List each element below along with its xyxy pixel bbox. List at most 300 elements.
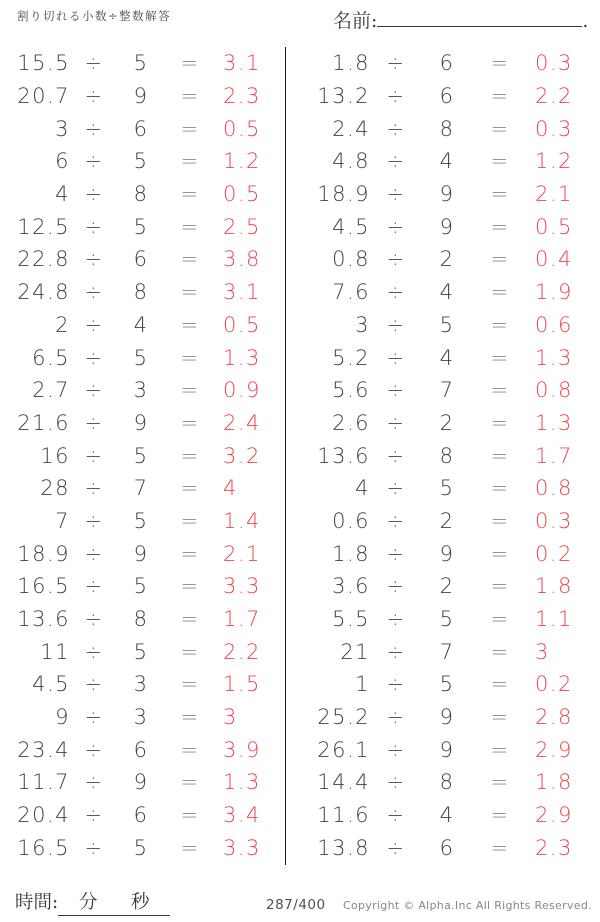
- answer-value: 2.9: [535, 803, 573, 828]
- divide-sign: ÷: [386, 312, 406, 337]
- equals-sign: =: [490, 607, 510, 632]
- divisor-value: 3: [133, 705, 149, 730]
- divisor-value: 5: [133, 149, 149, 174]
- equals-sign: =: [180, 607, 200, 632]
- dividend-value: 11: [40, 639, 70, 664]
- equals-sign: =: [490, 247, 510, 272]
- answer-value: 3.1: [223, 280, 261, 305]
- answer-value: 1.3: [223, 345, 261, 370]
- divide-sign: ÷: [84, 84, 104, 109]
- problem-row: [0, 80, 285, 113]
- problem-row: [298, 603, 600, 636]
- answer-value: 2.3: [535, 835, 573, 860]
- problem-row: [0, 439, 285, 472]
- equals-sign: =: [180, 476, 200, 501]
- problem-row: [298, 799, 600, 832]
- divisor-value: 5: [133, 214, 149, 239]
- answer-value: 3.8: [223, 247, 261, 272]
- problem-row: [298, 178, 600, 211]
- problem-row: [0, 635, 285, 668]
- name-field: [333, 6, 588, 33]
- divisor-value: 8: [439, 116, 455, 141]
- equals-sign: =: [490, 84, 510, 109]
- divisor-value: 9: [439, 737, 455, 762]
- dividend-value: 21: [340, 639, 370, 664]
- equals-sign: =: [490, 803, 510, 828]
- copyright-text: Copyright © Alpha.Inc All Rights Reserved.: [343, 899, 592, 912]
- name-line-period: .: [582, 10, 589, 32]
- divide-sign: ÷: [386, 639, 406, 664]
- answer-value: 1.2: [535, 149, 573, 174]
- divide-sign: ÷: [84, 574, 104, 599]
- divide-sign: ÷: [386, 443, 406, 468]
- equals-sign: =: [180, 149, 200, 174]
- dividend-value: 13.8: [317, 835, 370, 860]
- divisor-value: 5: [133, 345, 149, 370]
- divide-sign: ÷: [386, 410, 406, 435]
- divide-sign: ÷: [84, 803, 104, 828]
- problem-row: [298, 80, 600, 113]
- equals-sign: =: [180, 247, 200, 272]
- equals-sign: =: [180, 280, 200, 305]
- divide-sign: ÷: [84, 835, 104, 860]
- answer-value: 0.5: [223, 116, 261, 141]
- problem-row: [298, 570, 600, 603]
- dividend-value: 1.8: [332, 51, 370, 76]
- dividend-value: 4: [355, 476, 370, 501]
- equals-sign: =: [490, 312, 510, 337]
- divisor-value: 4: [439, 280, 455, 305]
- problem-row: [0, 341, 285, 374]
- divide-sign: ÷: [386, 737, 406, 762]
- dividend-value: 16: [40, 443, 70, 468]
- divisor-value: 2: [439, 574, 455, 599]
- dividend-value: 18.9: [317, 182, 370, 207]
- divisor-value: 3: [133, 672, 149, 697]
- divisor-value: 9: [439, 182, 455, 207]
- divide-sign: ÷: [84, 476, 104, 501]
- problem-row: [0, 799, 285, 832]
- dividend-value: 28: [40, 476, 70, 501]
- divisor-value: 5: [133, 639, 149, 664]
- problem-row: [298, 47, 600, 80]
- divide-sign: ÷: [84, 214, 104, 239]
- dividend-value: 21.6: [17, 410, 70, 435]
- equals-sign: =: [180, 672, 200, 697]
- divisor-value: 4: [439, 149, 455, 174]
- divisor-value: 5: [439, 672, 455, 697]
- equals-sign: =: [490, 51, 510, 76]
- problem-row: [0, 668, 285, 701]
- answer-value: 3: [535, 639, 550, 664]
- problem-row: [298, 537, 600, 570]
- dividend-value: 25.2: [317, 705, 370, 730]
- equals-sign: =: [180, 541, 200, 566]
- divide-sign: ÷: [386, 574, 406, 599]
- equals-sign: =: [180, 443, 200, 468]
- answer-value: 1.1: [535, 607, 573, 632]
- equals-sign: =: [490, 476, 510, 501]
- divide-sign: ÷: [386, 214, 406, 239]
- divide-sign: ÷: [84, 770, 104, 795]
- divide-sign: ÷: [386, 345, 406, 370]
- problem-row: [0, 733, 285, 766]
- answer-value: 1.8: [535, 574, 573, 599]
- equals-sign: =: [490, 639, 510, 664]
- minutes-label: 分: [78, 892, 98, 913]
- divide-sign: ÷: [84, 541, 104, 566]
- divisor-value: 5: [133, 835, 149, 860]
- equals-sign: =: [490, 737, 510, 762]
- divide-sign: ÷: [386, 803, 406, 828]
- equals-sign: =: [490, 672, 510, 697]
- equals-sign: =: [490, 410, 510, 435]
- problem-row: [0, 505, 285, 538]
- equals-sign: =: [180, 639, 200, 664]
- problem-row: [298, 668, 600, 701]
- problem-row: [0, 178, 285, 211]
- answer-value: 0.2: [535, 541, 573, 566]
- equals-sign: =: [490, 149, 510, 174]
- divide-sign: ÷: [84, 705, 104, 730]
- problem-row: [0, 243, 285, 276]
- dividend-value: 26.1: [317, 737, 370, 762]
- problem-row: [298, 733, 600, 766]
- divisor-value: 5: [133, 508, 149, 533]
- dividend-value: 11.6: [317, 803, 370, 828]
- equals-sign: =: [490, 770, 510, 795]
- divisor-value: 9: [439, 541, 455, 566]
- worksheet-title: 割り切れる小数÷整数解答: [17, 9, 172, 23]
- problem-row: [0, 832, 285, 865]
- equals-sign: =: [180, 835, 200, 860]
- divisor-value: 2: [439, 247, 455, 272]
- divisor-value: 4: [133, 312, 149, 337]
- problem-row: [0, 309, 285, 342]
- time-blank-line: [58, 888, 170, 916]
- answer-value: 1.7: [223, 607, 261, 632]
- dividend-value: 16.5: [17, 574, 70, 599]
- divisor-value: 5: [133, 574, 149, 599]
- answer-value: 0.8: [535, 476, 573, 501]
- answer-value: 0.5: [223, 182, 261, 207]
- dividend-value: 22.8: [17, 247, 70, 272]
- divisor-value: 7: [133, 476, 149, 501]
- divisor-value: 9: [439, 214, 455, 239]
- dividend-value: 2.4: [332, 116, 370, 141]
- divide-sign: ÷: [386, 672, 406, 697]
- equals-sign: =: [180, 770, 200, 795]
- dividend-value: 20.7: [17, 84, 70, 109]
- dividend-value: 3.6: [332, 574, 370, 599]
- equals-sign: =: [180, 737, 200, 762]
- problem-row: [0, 47, 285, 80]
- dividend-value: 12.5: [17, 214, 70, 239]
- dividend-value: 23.4: [17, 737, 70, 762]
- dividend-value: 1.8: [332, 541, 370, 566]
- dividend-value: 13.2: [317, 84, 370, 109]
- answer-value: 1.3: [223, 770, 261, 795]
- problem-row: [298, 210, 600, 243]
- equals-sign: =: [180, 508, 200, 533]
- equals-sign: =: [490, 345, 510, 370]
- equals-sign: =: [490, 541, 510, 566]
- dividend-value: 1: [355, 672, 370, 697]
- problem-row: [0, 374, 285, 407]
- divide-sign: ÷: [84, 51, 104, 76]
- equals-sign: =: [490, 705, 510, 730]
- problem-row: [298, 145, 600, 178]
- divisor-value: 4: [439, 345, 455, 370]
- problem-row: [298, 407, 600, 440]
- answer-value: 3.9: [223, 737, 261, 762]
- divide-sign: ÷: [84, 410, 104, 435]
- dividend-value: 9: [55, 705, 70, 730]
- dividend-value: 2.7: [32, 378, 70, 403]
- answer-value: 0.3: [535, 51, 573, 76]
- divisor-value: 6: [133, 803, 149, 828]
- equals-sign: =: [180, 116, 200, 141]
- dividend-value: 4.5: [32, 672, 70, 697]
- equals-sign: =: [180, 378, 200, 403]
- answer-value: 3.2: [223, 443, 261, 468]
- equals-sign: =: [490, 116, 510, 141]
- divide-sign: ÷: [84, 378, 104, 403]
- divide-sign: ÷: [386, 51, 406, 76]
- answer-value: 2.9: [535, 737, 573, 762]
- problem-row: [298, 439, 600, 472]
- divisor-value: 8: [133, 280, 149, 305]
- dividend-value: 20.4: [17, 803, 70, 828]
- divisor-value: 6: [133, 737, 149, 762]
- answer-value: 3.3: [223, 574, 261, 599]
- equals-sign: =: [180, 803, 200, 828]
- divide-sign: ÷: [386, 770, 406, 795]
- dividend-value: 24.8: [17, 280, 70, 305]
- divide-sign: ÷: [386, 247, 406, 272]
- divisor-value: 7: [439, 639, 455, 664]
- equals-sign: =: [490, 280, 510, 305]
- dividend-value: 6: [55, 149, 70, 174]
- divide-sign: ÷: [84, 280, 104, 305]
- problems-column-left: [0, 47, 285, 865]
- dividend-value: 6.5: [32, 345, 70, 370]
- divisor-value: 5: [133, 443, 149, 468]
- divide-sign: ÷: [84, 443, 104, 468]
- answer-value: 0.8: [535, 378, 573, 403]
- divide-sign: ÷: [84, 345, 104, 370]
- problem-row: [298, 341, 600, 374]
- divisor-value: 4: [439, 803, 455, 828]
- divide-sign: ÷: [84, 672, 104, 697]
- answer-value: 1.3: [535, 345, 573, 370]
- equals-sign: =: [180, 84, 200, 109]
- equals-sign: =: [490, 443, 510, 468]
- divisor-value: 6: [439, 84, 455, 109]
- answer-value: 3.4: [223, 803, 261, 828]
- dividend-value: 13.6: [317, 443, 370, 468]
- divisor-value: 9: [133, 541, 149, 566]
- divisor-value: 6: [439, 51, 455, 76]
- divide-sign: ÷: [386, 280, 406, 305]
- problems-area: [0, 47, 600, 865]
- answer-value: 0.2: [535, 672, 573, 697]
- dividend-value: 7: [55, 508, 70, 533]
- divide-sign: ÷: [386, 476, 406, 501]
- divide-sign: ÷: [386, 541, 406, 566]
- problem-row: [0, 701, 285, 734]
- divisor-value: 6: [439, 835, 455, 860]
- equals-sign: =: [180, 312, 200, 337]
- divide-sign: ÷: [84, 149, 104, 174]
- dividend-value: 4.5: [332, 214, 370, 239]
- page-number: 287/400: [266, 897, 326, 913]
- equals-sign: =: [180, 51, 200, 76]
- problem-row: [298, 635, 600, 668]
- equals-sign: =: [180, 410, 200, 435]
- answer-value: 4: [223, 476, 238, 501]
- time-label: 時間:: [15, 892, 59, 913]
- dividend-value: 4: [55, 182, 70, 207]
- problem-row: [0, 603, 285, 636]
- problem-row: [298, 766, 600, 799]
- equals-sign: =: [180, 705, 200, 730]
- problem-row: [298, 112, 600, 145]
- divisor-value: 9: [133, 84, 149, 109]
- name-blank-line: [377, 9, 582, 27]
- divide-sign: ÷: [386, 378, 406, 403]
- dividend-value: 13.6: [17, 607, 70, 632]
- answer-value: 0.3: [535, 508, 573, 533]
- seconds-label: 秒: [130, 892, 150, 913]
- answer-value: 0.3: [535, 116, 573, 141]
- divide-sign: ÷: [386, 508, 406, 533]
- answer-value: 0.5: [535, 214, 573, 239]
- divisor-value: 3: [133, 378, 149, 403]
- divide-sign: ÷: [386, 607, 406, 632]
- answer-value: 1.4: [223, 508, 261, 533]
- problem-row: [0, 145, 285, 178]
- dividend-value: 2.6: [332, 410, 370, 435]
- dividend-value: 5.6: [332, 378, 370, 403]
- answer-value: 1.2: [223, 149, 261, 174]
- equals-sign: =: [180, 182, 200, 207]
- name-label: 名前:: [333, 10, 378, 32]
- problem-row: [0, 210, 285, 243]
- divide-sign: ÷: [386, 182, 406, 207]
- problem-row: [0, 537, 285, 570]
- dividend-value: 14.4: [317, 770, 370, 795]
- divisor-value: 2: [439, 508, 455, 533]
- divide-sign: ÷: [386, 835, 406, 860]
- divide-sign: ÷: [84, 508, 104, 533]
- dividend-value: 11.7: [17, 770, 70, 795]
- answer-value: 3: [223, 705, 238, 730]
- divisor-value: 9: [133, 770, 149, 795]
- answer-value: 1.9: [535, 280, 573, 305]
- problem-row: [0, 276, 285, 309]
- answer-value: 3.3: [223, 835, 261, 860]
- answer-value: 1.7: [535, 443, 573, 468]
- divisor-value: 5: [439, 312, 455, 337]
- problem-row: [0, 766, 285, 799]
- answer-value: 3.1: [223, 51, 261, 76]
- dividend-value: 16.5: [17, 835, 70, 860]
- dividend-value: 5.2: [332, 345, 370, 370]
- divisor-value: 8: [133, 607, 149, 632]
- problem-row: [0, 570, 285, 603]
- problem-row: [298, 243, 600, 276]
- answer-value: 2.1: [223, 541, 261, 566]
- equals-sign: =: [180, 574, 200, 599]
- time-field: [15, 888, 170, 916]
- divisor-value: 5: [439, 607, 455, 632]
- equals-sign: =: [490, 214, 510, 239]
- divisor-value: 6: [133, 116, 149, 141]
- dividend-value: 0.6: [332, 508, 370, 533]
- problem-row: [298, 505, 600, 538]
- answer-value: 2.5: [223, 214, 261, 239]
- problem-row: [298, 832, 600, 865]
- divide-sign: ÷: [84, 116, 104, 141]
- problem-row: [0, 472, 285, 505]
- problem-row: [298, 472, 600, 505]
- equals-sign: =: [180, 345, 200, 370]
- problem-row: [0, 112, 285, 145]
- dividend-value: 3: [55, 116, 70, 141]
- answer-value: 0.4: [535, 247, 573, 272]
- answer-value: 2.8: [535, 705, 573, 730]
- divisor-value: 2: [439, 410, 455, 435]
- divide-sign: ÷: [84, 312, 104, 337]
- divisor-value: 8: [439, 443, 455, 468]
- dividend-value: 18.9: [17, 541, 70, 566]
- divide-sign: ÷: [386, 116, 406, 141]
- divisor-value: 5: [133, 51, 149, 76]
- problem-row: [298, 309, 600, 342]
- divide-sign: ÷: [386, 84, 406, 109]
- equals-sign: =: [490, 378, 510, 403]
- divisor-value: 7: [439, 378, 455, 403]
- equals-sign: =: [180, 214, 200, 239]
- problem-row: [298, 374, 600, 407]
- divisor-value: 9: [439, 705, 455, 730]
- answer-value: 1.5: [223, 672, 261, 697]
- dividend-value: 5.5: [332, 607, 370, 632]
- equals-sign: =: [490, 182, 510, 207]
- problem-row: [298, 701, 600, 734]
- divisor-value: 6: [133, 247, 149, 272]
- divide-sign: ÷: [84, 607, 104, 632]
- divide-sign: ÷: [84, 182, 104, 207]
- answer-value: 1.8: [535, 770, 573, 795]
- problem-row: [0, 407, 285, 440]
- dividend-value: 4.8: [332, 149, 370, 174]
- dividend-value: 2: [55, 312, 70, 337]
- divide-sign: ÷: [386, 149, 406, 174]
- dividend-value: 3: [355, 312, 370, 337]
- divisor-value: 5: [439, 476, 455, 501]
- dividend-value: 0.8: [332, 247, 370, 272]
- divide-sign: ÷: [84, 247, 104, 272]
- answer-value: 0.5: [223, 312, 261, 337]
- answer-value: 1.3: [535, 410, 573, 435]
- answer-value: 2.4: [223, 410, 261, 435]
- answer-value: 0.9: [223, 378, 261, 403]
- divide-sign: ÷: [386, 705, 406, 730]
- equals-sign: =: [490, 508, 510, 533]
- equals-sign: =: [490, 574, 510, 599]
